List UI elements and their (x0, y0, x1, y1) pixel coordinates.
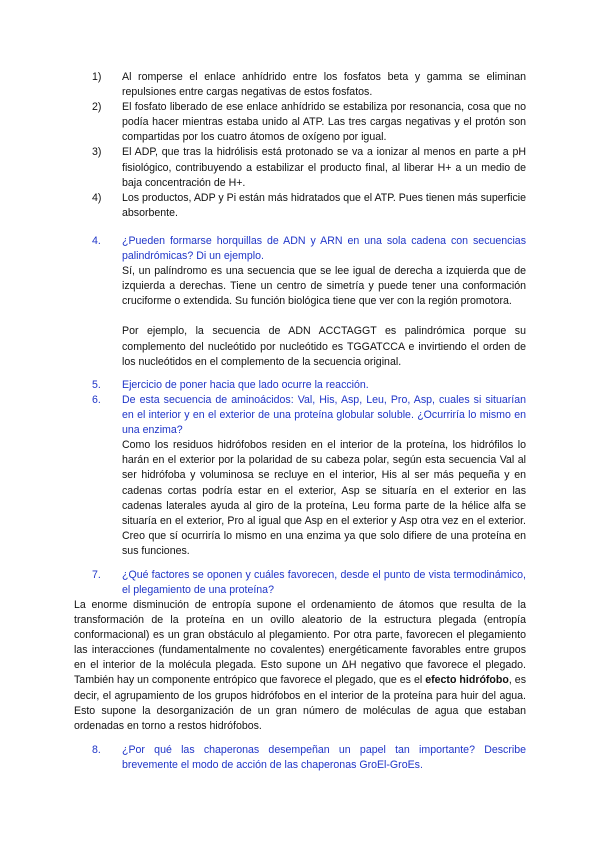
list-number: 3) (92, 146, 102, 159)
list-text: Los productos, ADP y Pi están más hidratados que el ATP. Pues tienen más superficie absorbente. (122, 191, 526, 219)
question-8 (92, 743, 526, 773)
question-label: ¿Pueden formarse horquillas de ADN y ARN en una sola cadena con secuencias palindrómicas? Di un ejemplo. (122, 235, 526, 263)
list-text: El fosfato liberado de ese enlace anhídrido se estabiliza por resonancia, cosa que no podía hacer mientras estaba unido al ATP. Las tres cargas negativas y el protón son compartidas por los cuatro átomos de oxígeno por igual. (122, 101, 526, 144)
question-label: De esta secuencia de aminoácidos: Val, His, Asp, Leu, Pro, Asp, cuales si situarían en el interior y en el exterior de una proteína globular soluble. ¿Ocurriría lo mismo en una enzima? (122, 394, 526, 437)
question-number: 7. (92, 569, 101, 581)
answer-text: , es decir, el agrupamiento de los grupos hidrófobos en el interior de la proteína para huir del agua. Esto supone la desorganización de un gran número de moléculas de agua que estaban ordenadas en torno a restos hidrófobos. (74, 674, 527, 732)
question-number: 4. (92, 235, 101, 247)
list-item (92, 70, 526, 100)
list-number: 4) (92, 191, 102, 204)
list-number: 2) (92, 101, 102, 114)
list-number: 1) (92, 71, 102, 83)
list-item (92, 191, 526, 221)
energy-list (92, 70, 526, 221)
question-7 (92, 568, 526, 598)
question-text (92, 743, 526, 773)
question-text (92, 378, 526, 393)
question-text (92, 393, 526, 438)
answer-paragraph: Sí, un palíndromo es una secuencia que se lee igual de derecha a izquierda que de izquierda a derechas. Tiene un centro de simetría y puede tener una conformación cruciforme o extendida. Su función biológica tiene que ver con la región promotora. (122, 265, 526, 308)
question-number: 5. (92, 379, 101, 391)
question-label: ¿Por qué las chaperonas desempeñan un papel tan importante? Describe brevemente el modo de acción de las chaperonas GroEl-GroEs. (122, 744, 526, 772)
answer-paragraph (74, 598, 526, 734)
answer-paragraph: Por ejemplo, la secuencia de ADN ACCTAGGT es palindrómica porque su complemento del nucleótido por nucleótido es TGGATCCA e invirtiendo el orden de los nucleótidos en el complemento de la secuencia original. (122, 325, 526, 368)
question-5 (92, 378, 526, 393)
answer-bold-term: efecto hidrófobo (425, 674, 509, 687)
answer-7 (74, 598, 526, 734)
question-label: Ejercicio de poner hacia que lado ocurre la reacción. (122, 379, 369, 391)
question-6 (92, 393, 526, 559)
list-text: El ADP, que tras la hidrólisis está protonado se va a ionizar al menos en parte a pH fisiológico, contribuyendo a estabilizar el producto final, al liberar H+ a un medio de baja concentración de H+. (122, 146, 526, 189)
list-item (92, 100, 526, 145)
question-number: 8. (92, 744, 101, 756)
question-4 (92, 234, 526, 370)
question-text (92, 568, 526, 598)
question-label: ¿Qué factores se oponen y cuáles favorecen, desde el punto de vista termodinámico, el plegamiento de una proteína? (122, 569, 526, 597)
list-text: Al romperse el enlace anhídrido entre los fosfatos beta y gamma se eliminan repulsiones entre cargas negativas de estos fosfatos. (122, 71, 526, 99)
list-item (92, 145, 526, 190)
answer-text: La enorme disminución de entropía supone el ordenamiento de átomos que resulta de la transformación de la proteína en un ovillo aleatorio de la estructura plegada (entropía conformacional) es un gran obstáculo al plegamiento. Por otra parte, favorecen el plegamiento las interacciones (fundamentalmente no covalentes) energéticamente favorables entre grupos en el interior de la molécula plegada. Esto supone un ΔH negativo que favorece el plegado. También hay un componente entrópico que favorece el plegado, que es el (74, 599, 526, 687)
question-number: 6. (92, 394, 101, 406)
answer-paragraph: Como los residuos hidrófobos residen en el interior de la proteína, los hidrófilos lo harán en el exterior por la polaridad de su cabeza polar, según esta secuencia Val al ser hidrófoba y voluminosa se recluye en el interior, His al ser más pequeña y en cadenas cortas podría estar en el exterior, Asp se situaría en el exterior en las cadenas laterales ayuda al giro de la proteína, Leu forma parte de la hélice alfa se situaría en el exterior, Pro al igual que Asp en el exterior y Asp otra vez en el exterior. Creo que sí ocurriría lo mismo en una enzima ya que solo difiere de una proteína en sus funciones. (122, 439, 526, 557)
question-text (92, 234, 526, 264)
